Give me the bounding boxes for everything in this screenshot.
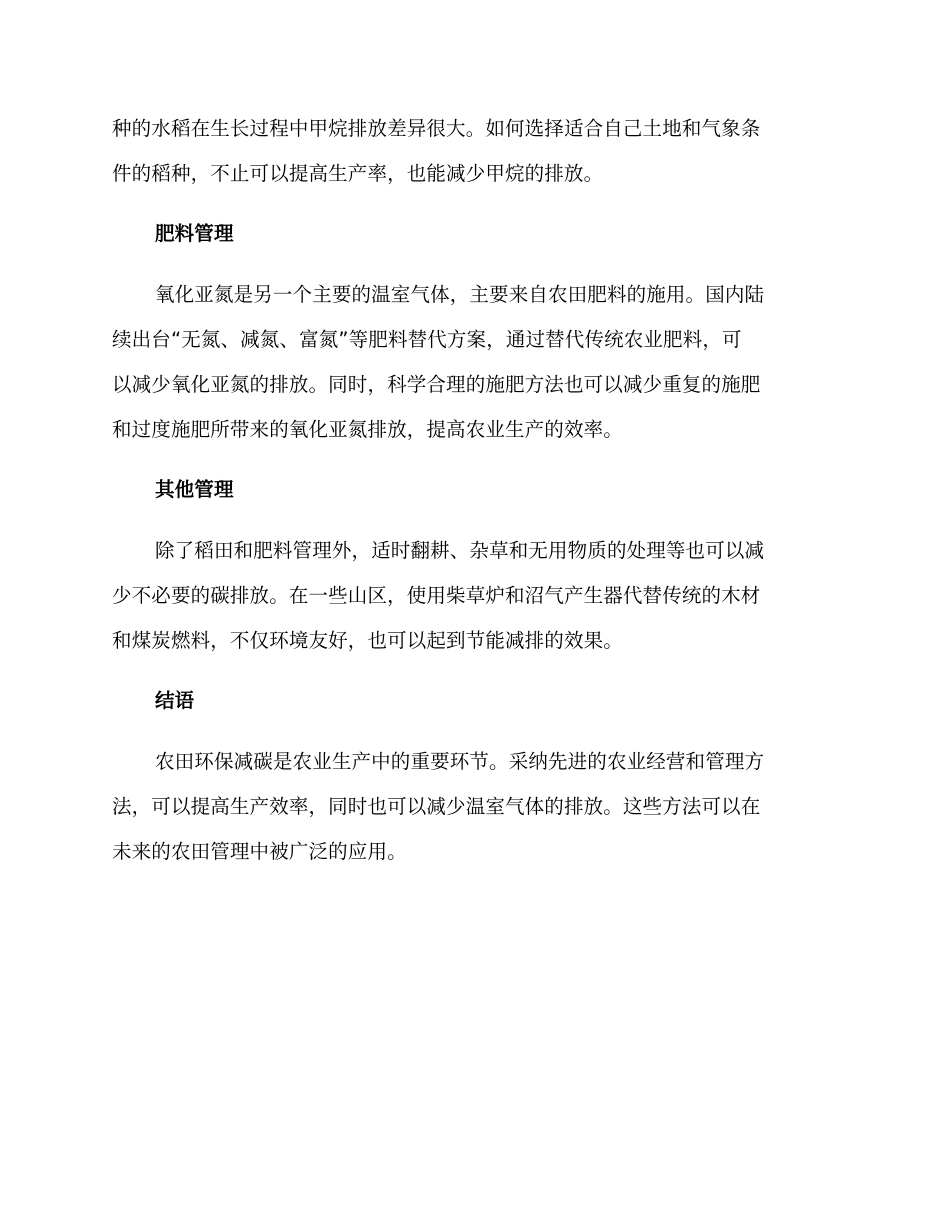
paragraph-rice-methane xyxy=(112,106,830,196)
paragraph-nitrous-oxide xyxy=(112,272,830,452)
text-line: 法，可以提高生产效率，同时也可以减少温室气体的排放。这些方法可以在 xyxy=(112,795,761,818)
text-line: 续出台“无氮、减氮、富氮”等肥料替代方案，通过替代传统农业肥料，可 xyxy=(112,328,742,351)
heading-fertilizer-management: 肥料管理 xyxy=(155,222,234,245)
text-line: 氧化亚氮是另一个主要的温室气体，主要来自农田肥料的施用。国内陆 xyxy=(155,283,765,306)
text-line: 种的水稻在生长过程中甲烷排放差异很大。如何选择适合自己土地和气象条 xyxy=(112,117,761,140)
heading-conclusion: 结语 xyxy=(155,689,195,712)
text-line: 以减少氧化亚氮的排放。同时，科学合理的施肥方法也可以减少重复的施肥 xyxy=(112,373,761,396)
paragraph-conclusion xyxy=(112,739,830,874)
text-line: 除了稻田和肥料管理外，适时翻耕、杂草和无用物质的处理等也可以减 xyxy=(155,539,765,562)
text-line: 农田环保减碳是农业生产中的重要环节。采纳先进的农业经营和管理方 xyxy=(155,750,765,773)
document-page xyxy=(112,106,830,889)
text-line: 件的稻种，不止可以提高生产率，也能减少甲烷的排放。 xyxy=(112,162,604,185)
text-line: 少不必要的碳排放。在一些山区，使用柴草炉和沼气产生器代替传统的木材 xyxy=(112,584,761,607)
text-line: 和煤炭燃料，不仅环境友好，也可以起到节能减排的效果。 xyxy=(112,629,623,652)
text-line: 未来的农田管理中被广泛的应用。 xyxy=(112,840,407,863)
text-line: 和过度施肥所带来的氧化亚氮排放，提高农业生产的效率。 xyxy=(112,418,623,441)
paragraph-other-measures xyxy=(112,528,830,663)
heading-other-management: 其他管理 xyxy=(155,478,234,501)
